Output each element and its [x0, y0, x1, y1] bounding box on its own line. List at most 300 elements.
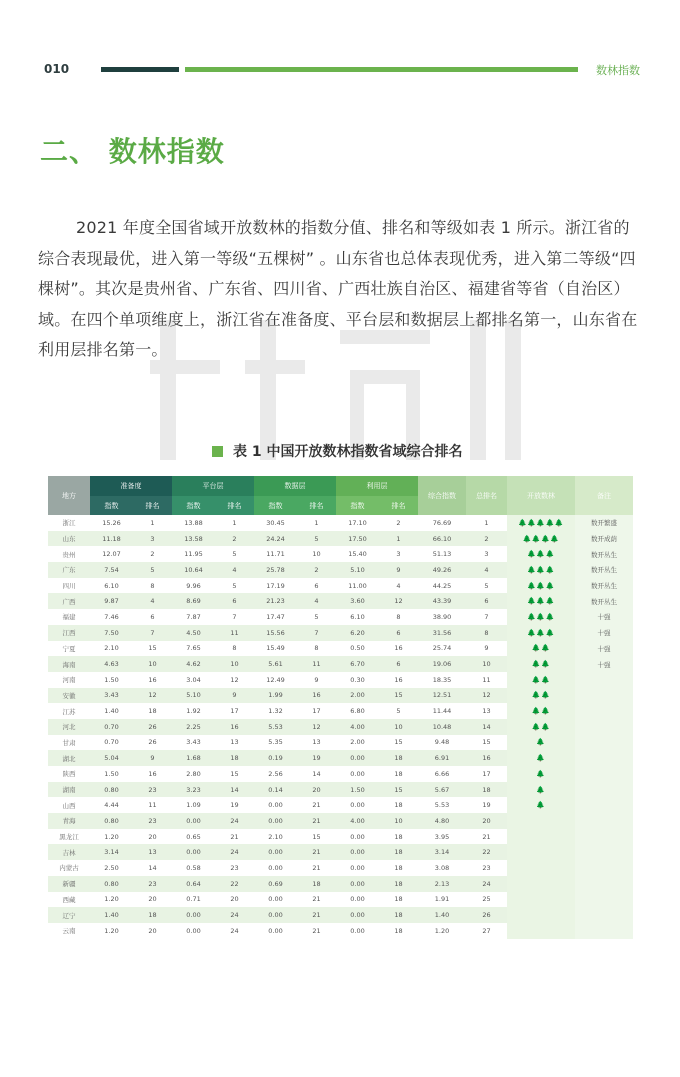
table-cell: 4.50: [172, 625, 215, 641]
table-row: [48, 562, 633, 578]
grade-trees-cell: 🌲🌲🌲: [507, 609, 575, 625]
table-cell: 0.00: [336, 797, 379, 813]
table-cell: 3: [466, 546, 507, 562]
grade-trees-cell: [507, 892, 575, 908]
table-cell: 17: [466, 766, 507, 782]
region-cell: 云南: [48, 923, 90, 939]
table-cell: 21: [297, 813, 336, 829]
header-grade: 开放数林: [507, 476, 575, 515]
table-cell: 3.43: [90, 688, 133, 704]
table-cell: 1: [215, 515, 254, 531]
table-cell: 12.07: [90, 546, 133, 562]
table-cell: 14: [466, 719, 507, 735]
table-row: [48, 860, 633, 876]
grade-trees-cell: 🌲🌲: [507, 703, 575, 719]
table-cell: 2: [297, 562, 336, 578]
table-cell: 0.00: [336, 876, 379, 892]
table-cell: 1.20: [90, 892, 133, 908]
table-cell: 9.87: [90, 593, 133, 609]
table-cell: 9: [297, 672, 336, 688]
table-cell: 1.20: [418, 923, 466, 939]
grade-trees-cell: [507, 844, 575, 860]
table-cell: 12: [215, 672, 254, 688]
table-cell: 0.00: [336, 766, 379, 782]
table-cell: 14: [297, 766, 336, 782]
remark-cell: [575, 672, 633, 688]
table-cell: 6: [379, 625, 418, 641]
region-cell: 浙江: [48, 515, 90, 531]
table-cell: 6: [133, 609, 172, 625]
table-cell: 9: [215, 688, 254, 704]
grade-trees-cell: [507, 860, 575, 876]
table-row: [48, 766, 633, 782]
remark-cell: [575, 844, 633, 860]
table-cell: 7: [297, 625, 336, 641]
table-cell: 0.00: [254, 907, 297, 923]
table-cell: 20: [297, 782, 336, 798]
table-cell: 21: [297, 797, 336, 813]
region-cell: 辽宁: [48, 907, 90, 923]
region-cell: 湖北: [48, 750, 90, 766]
grade-trees-cell: 🌲🌲: [507, 641, 575, 657]
table-cell: 2.13: [418, 876, 466, 892]
table-cell: 13.88: [172, 515, 215, 531]
table-cell: 21: [297, 907, 336, 923]
table-cell: 5: [297, 531, 336, 547]
table-cell: 2: [379, 515, 418, 531]
table-cell: 17.47: [254, 609, 297, 625]
table-row: [48, 876, 633, 892]
table-cell: 8: [215, 641, 254, 657]
table-cell: 6.91: [418, 750, 466, 766]
grade-trees-cell: [507, 813, 575, 829]
table-cell: 0.00: [336, 923, 379, 939]
region-cell: 西藏: [48, 892, 90, 908]
table-cell: 30.45: [254, 515, 297, 531]
remark-cell: [575, 923, 633, 939]
region-cell: 河北: [48, 719, 90, 735]
table-cell: 2: [215, 531, 254, 547]
table-cell: 4: [133, 593, 172, 609]
table-cell: 24: [215, 813, 254, 829]
table-cell: 16: [379, 672, 418, 688]
remark-cell: 数开丛生: [575, 562, 633, 578]
region-cell: 广东: [48, 562, 90, 578]
table-cell: 18.35: [418, 672, 466, 688]
grade-trees-cell: 🌲: [507, 797, 575, 813]
table-cell: 8.69: [172, 593, 215, 609]
remark-cell: [575, 813, 633, 829]
table-cell: 24: [466, 876, 507, 892]
table-cell: 1.92: [172, 703, 215, 719]
table-cell: 8: [379, 609, 418, 625]
table-cell: 3.04: [172, 672, 215, 688]
table-cell: 43.39: [418, 593, 466, 609]
table-cell: 6.66: [418, 766, 466, 782]
table-cell: 6: [297, 578, 336, 594]
grade-trees-cell: 🌲🌲: [507, 672, 575, 688]
table-cell: 15: [379, 735, 418, 751]
remark-cell: 数开繁盛: [575, 515, 633, 531]
table-cell: 22: [215, 876, 254, 892]
table-cell: 11.95: [172, 546, 215, 562]
table-cell: 3.14: [90, 844, 133, 860]
table-cell: 18: [379, 797, 418, 813]
table-cell: 24: [215, 923, 254, 939]
region-cell: 江苏: [48, 703, 90, 719]
table-cell: 4.00: [336, 719, 379, 735]
remark-cell: 十强: [575, 625, 633, 641]
grade-trees-cell: [507, 923, 575, 939]
header-sub-index: 指数: [172, 496, 215, 515]
table-cell: 5.67: [418, 782, 466, 798]
table-row: [48, 625, 633, 641]
table-cell: 3: [379, 546, 418, 562]
table-cell: 11: [297, 656, 336, 672]
table-cell: 26: [133, 719, 172, 735]
region-cell: 山东: [48, 531, 90, 547]
table-cell: 3.43: [172, 735, 215, 751]
table-cell: 3: [133, 531, 172, 547]
region-cell: 河南: [48, 672, 90, 688]
table-cell: 17: [215, 703, 254, 719]
table-cell: 5.53: [418, 797, 466, 813]
table-cell: 18: [133, 703, 172, 719]
table-cell: 5: [466, 578, 507, 594]
table-cell: 23: [215, 860, 254, 876]
region-cell: 内蒙古: [48, 860, 90, 876]
remark-cell: 十强: [575, 641, 633, 657]
table-cell: 17.50: [336, 531, 379, 547]
region-cell: 黑龙江: [48, 829, 90, 845]
table-cell: 10: [466, 656, 507, 672]
region-cell: 甘肃: [48, 735, 90, 751]
table-cell: 2.56: [254, 766, 297, 782]
grade-trees-cell: 🌲: [507, 735, 575, 751]
table-cell: 0.64: [172, 876, 215, 892]
table-cell: 9: [133, 750, 172, 766]
table-row: [48, 750, 633, 766]
table-cell: 16: [133, 766, 172, 782]
table-cell: 10.64: [172, 562, 215, 578]
table-cell: 4.80: [418, 813, 466, 829]
remark-cell: [575, 797, 633, 813]
table-cell: 0.70: [90, 735, 133, 751]
table-cell: 0.00: [336, 892, 379, 908]
header-sub-rank: 排名: [215, 496, 254, 515]
table-cell: 1.40: [418, 907, 466, 923]
table-row: [48, 531, 633, 547]
header-sub-rank: 排名: [297, 496, 336, 515]
table-cell: 0.71: [172, 892, 215, 908]
region-cell: 青海: [48, 813, 90, 829]
remark-cell: [575, 750, 633, 766]
table-cell: 0.50: [336, 641, 379, 657]
table-cell: 0.14: [254, 782, 297, 798]
table-cell: 3.60: [336, 593, 379, 609]
header-remark: 备注: [575, 476, 633, 515]
table-cell: 0.00: [336, 907, 379, 923]
table-cell: 1.32: [254, 703, 297, 719]
table-cell: 4: [379, 578, 418, 594]
table-cell: 1: [133, 515, 172, 531]
table-cell: 4.44: [90, 797, 133, 813]
table-cell: 9: [466, 641, 507, 657]
table-cell: 6: [466, 593, 507, 609]
table-cell: 2.10: [90, 641, 133, 657]
header-readiness: 准备度: [90, 476, 172, 496]
header-sub-rank: 排名: [379, 496, 418, 515]
remark-cell: [575, 876, 633, 892]
table-cell: 0.00: [254, 923, 297, 939]
grade-trees-cell: [507, 907, 575, 923]
page-number: 010: [44, 62, 70, 76]
region-cell: 海南: [48, 656, 90, 672]
table-row: [48, 923, 633, 939]
header-sub-index: 指数: [336, 496, 379, 515]
table-cell: 0.70: [90, 719, 133, 735]
table-row: [48, 907, 633, 923]
remark-cell: 十强: [575, 609, 633, 625]
region-cell: 福建: [48, 609, 90, 625]
table-cell: 18: [133, 907, 172, 923]
header-sub-rank: 排名: [133, 496, 172, 515]
table-row: [48, 892, 633, 908]
table-cell: 19: [466, 797, 507, 813]
table-cell: 17: [297, 703, 336, 719]
table-cell: 18: [379, 876, 418, 892]
table-cell: 12: [297, 719, 336, 735]
table-cell: 15: [133, 641, 172, 657]
table-cell: 0.30: [336, 672, 379, 688]
table-cell: 10.48: [418, 719, 466, 735]
table-cell: 12: [379, 593, 418, 609]
table-cell: 16: [133, 672, 172, 688]
table-cell: 0.00: [254, 813, 297, 829]
table-cell: 24: [215, 844, 254, 860]
table-cell: 15.56: [254, 625, 297, 641]
table-cell: 13.58: [172, 531, 215, 547]
table-cell: 2.25: [172, 719, 215, 735]
table-cell: 4: [466, 562, 507, 578]
table-cell: 9: [379, 562, 418, 578]
table-cell: 0.00: [336, 844, 379, 860]
table-cell: 21: [215, 829, 254, 845]
table-cell: 7.46: [90, 609, 133, 625]
table-cell: 18: [379, 892, 418, 908]
table-cell: 26: [133, 735, 172, 751]
remark-cell: [575, 782, 633, 798]
table-cell: 0.00: [172, 907, 215, 923]
remark-cell: 数开成荫: [575, 531, 633, 547]
table-cell: 10: [379, 813, 418, 829]
table-cell: 17.19: [254, 578, 297, 594]
table-cell: 0.00: [254, 797, 297, 813]
remark-cell: 十强: [575, 656, 633, 672]
grade-trees-cell: 🌲🌲🌲: [507, 562, 575, 578]
remark-cell: [575, 703, 633, 719]
table-cell: 15.40: [336, 546, 379, 562]
table-cell: 23: [133, 876, 172, 892]
table-cell: 21: [297, 923, 336, 939]
grade-trees-cell: [507, 876, 575, 892]
table-cell: 1: [297, 515, 336, 531]
table-cell: 4: [297, 593, 336, 609]
table-cell: 11: [133, 797, 172, 813]
table-row: [48, 546, 633, 562]
table-cell: 2.10: [254, 829, 297, 845]
table-cell: 6.10: [336, 609, 379, 625]
table-cell: 0.00: [254, 892, 297, 908]
remark-cell: [575, 829, 633, 845]
table-cell: 1.50: [90, 766, 133, 782]
table-row: [48, 735, 633, 751]
table-cell: 18: [379, 860, 418, 876]
header-total-rank: 总排名: [466, 476, 507, 515]
table-cell: 15: [379, 688, 418, 704]
table-cell: 22: [466, 844, 507, 860]
table-cell: 6: [379, 656, 418, 672]
remark-cell: [575, 719, 633, 735]
table-cell: 5: [215, 578, 254, 594]
table-cell: 13: [297, 735, 336, 751]
table-cell: 11.00: [336, 578, 379, 594]
table-cell: 18: [379, 844, 418, 860]
grade-trees-cell: 🌲🌲🌲: [507, 578, 575, 594]
table-cell: 15: [466, 735, 507, 751]
table-row: [48, 829, 633, 845]
table-cell: 26: [466, 907, 507, 923]
table-cell: 20: [466, 813, 507, 829]
region-cell: 吉林: [48, 844, 90, 860]
table-cell: 10: [133, 656, 172, 672]
table-cell: 12.49: [254, 672, 297, 688]
table-cell: 38.90: [418, 609, 466, 625]
table-cell: 0.00: [172, 923, 215, 939]
table-cell: 16: [297, 688, 336, 704]
header-bar-green: [185, 67, 578, 72]
table-cell: 2.80: [172, 766, 215, 782]
table-cell: 7.65: [172, 641, 215, 657]
table-row: [48, 515, 633, 531]
table-cell: 18: [215, 750, 254, 766]
table-cell: 1.40: [90, 703, 133, 719]
table-cell: 20: [133, 892, 172, 908]
table-cell: 15.26: [90, 515, 133, 531]
table-cell: 18: [379, 750, 418, 766]
table-cell: 24.24: [254, 531, 297, 547]
table-cell: 24: [215, 907, 254, 923]
grade-trees-cell: 🌲🌲: [507, 656, 575, 672]
table-cell: 5.35: [254, 735, 297, 751]
header-sub-index: 指数: [90, 496, 133, 515]
table-cell: 1.50: [90, 672, 133, 688]
table-cell: 23: [133, 813, 172, 829]
table-cell: 12: [466, 688, 507, 704]
table-cell: 25.74: [418, 641, 466, 657]
table-cell: 20: [133, 829, 172, 845]
table-cell: 76.69: [418, 515, 466, 531]
table-cell: 0.19: [254, 750, 297, 766]
table-cell: 3.14: [418, 844, 466, 860]
table-cell: 5.04: [90, 750, 133, 766]
table-cell: 10: [297, 546, 336, 562]
table-cell: 1.50: [336, 782, 379, 798]
table-cell: 0.00: [254, 860, 297, 876]
remark-cell: [575, 735, 633, 751]
table-cell: 7: [133, 625, 172, 641]
header-region: 地方: [48, 476, 90, 515]
header-sub-index: 指数: [254, 496, 297, 515]
table-cell: 0.80: [90, 876, 133, 892]
table-cell: 4.63: [90, 656, 133, 672]
table-cell: 1.99: [254, 688, 297, 704]
table-cell: 7.50: [90, 625, 133, 641]
table-row: [48, 593, 633, 609]
table-cell: 15: [379, 782, 418, 798]
table-row: [48, 813, 633, 829]
table-cell: 1.91: [418, 892, 466, 908]
region-cell: 四川: [48, 578, 90, 594]
table-cell: 18: [466, 782, 507, 798]
table-row: [48, 797, 633, 813]
table-cell: 11.71: [254, 546, 297, 562]
remark-cell: 数开丛生: [575, 593, 633, 609]
grade-trees-cell: 🌲🌲🌲: [507, 625, 575, 641]
table-cell: 7: [466, 609, 507, 625]
table-cell: 1: [466, 515, 507, 531]
table-cell: 23: [466, 860, 507, 876]
table-cell: 0.80: [90, 782, 133, 798]
region-cell: 江西: [48, 625, 90, 641]
table-cell: 14: [215, 782, 254, 798]
table-cell: 2.00: [336, 688, 379, 704]
region-cell: 湖南: [48, 782, 90, 798]
table-cell: 0.00: [172, 844, 215, 860]
table-body: [48, 515, 633, 939]
table-cell: 4.00: [336, 813, 379, 829]
table-cell: 10: [379, 719, 418, 735]
region-cell: 宁夏: [48, 641, 90, 657]
table-cell: 66.10: [418, 531, 466, 547]
ranking-table: [48, 476, 633, 939]
table-cell: 21: [297, 844, 336, 860]
table-cell: 2.50: [90, 860, 133, 876]
table-cell: 1.20: [90, 923, 133, 939]
header-usage: 利用层: [336, 476, 418, 496]
table-cell: 20: [215, 892, 254, 908]
remark-cell: [575, 907, 633, 923]
table-cell: 2.00: [336, 735, 379, 751]
table-cell: 21: [297, 892, 336, 908]
body-paragraph: 2021 年度全国省域开放数林的指数分值、排名和等级如表 1 所示。浙江省的综合表现最优，进入第一等级“五棵树” 。山东省也总体表现优秀，进入第二等级“四棵树”。其次是贵州省、广东省、四川省、广西壮族自治区、福建省等省（自治区）域。在四个单项维度上，浙江省在准备度、平台层和数据层上都排名第一，山东省在利用层排名第一。: [38, 218, 638, 359]
table-cell: 2: [133, 546, 172, 562]
remark-cell: [575, 688, 633, 704]
table-cell: 5.10: [172, 688, 215, 704]
table-cell: 4: [215, 562, 254, 578]
table-cell: 27: [466, 923, 507, 939]
table-cell: 11.18: [90, 531, 133, 547]
table-cell: 4.62: [172, 656, 215, 672]
table-row: [48, 641, 633, 657]
region-cell: 新疆: [48, 876, 90, 892]
table-cell: 18: [379, 907, 418, 923]
region-cell: 陕西: [48, 766, 90, 782]
table-caption-text: 表 1 中国开放数林指数省域综合排名: [233, 444, 463, 460]
table-cell: 1.68: [172, 750, 215, 766]
header-total-index: 综合指数: [418, 476, 466, 515]
table-cell: 0.58: [172, 860, 215, 876]
